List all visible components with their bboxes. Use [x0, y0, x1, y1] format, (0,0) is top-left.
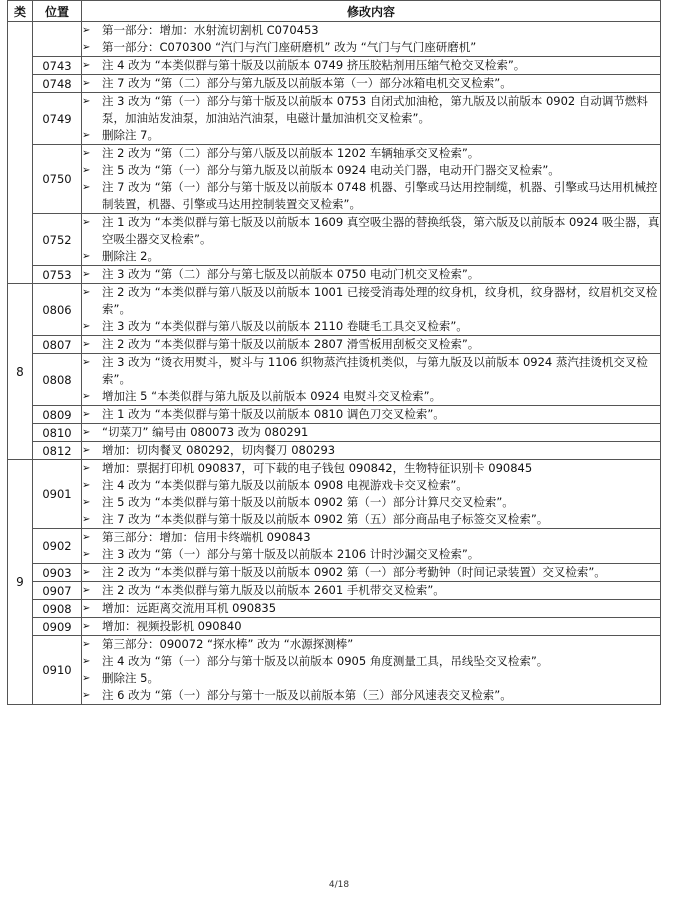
item-text: 注 3 改为 “本类似群与第八版及以前版本 2110 卷睫毛工具交叉检索”。 — [102, 319, 468, 333]
item-text: 注 3 改为 “第（一）部分与第十版及以前版本 2106 计时沙漏交叉检索”。 — [102, 547, 480, 561]
list-item — [82, 266, 660, 283]
content-cell — [82, 582, 661, 600]
page-number: 4/18 — [328, 880, 350, 890]
table-row — [8, 460, 661, 529]
arrow-bullet-icon: ➢ — [82, 639, 91, 650]
item-text: 注 3 改为 “第（一）部分与第十版及以前版本 0753 自闭式加油枪，第九版及以前版本 0902 自动调节燃料泵，加油站发油泵，加油站汽油泵，电磁计量加油机交叉检索”。 — [102, 94, 648, 125]
item-text: 注 2 改为 “本类似群与第九版及以前版本 2601 手机带交叉检索”。 — [102, 583, 445, 597]
arrow-bullet-icon: ➢ — [82, 42, 91, 53]
item-text: 注 2 改为 “本类似群与第十版及以前版本 2807 滑雪板用刮板交叉检索”。 — [102, 337, 480, 351]
position-cell: 0812 — [33, 442, 82, 460]
content-cell — [82, 93, 661, 145]
class-number-cell: 8 — [8, 284, 33, 460]
table-row — [8, 93, 661, 145]
arrow-bullet-icon: ➢ — [82, 182, 91, 193]
position-cell: 0807 — [33, 336, 82, 354]
list-item — [82, 582, 660, 599]
arrow-bullet-icon: ➢ — [82, 321, 91, 332]
list-item — [82, 145, 660, 162]
item-text: 注 7 改为 “第（一）部分与第十版及以前版本 0748 机器、引擎或马达用控制缆，机器、引擎或马达用机械控制装置，机器、引擎或马达用控制装置交叉检索”。 — [102, 180, 658, 211]
list-item — [82, 670, 660, 687]
arrow-bullet-icon: ➢ — [82, 217, 91, 228]
item-text: 注 5 改为 “本类似群与第十版及以前版本 0902 第（一）部分计算尺交叉检索”。 — [102, 495, 514, 509]
item-text: 注 3 改为 “烫衣用熨斗，熨斗与 1106 织物蒸汽挂烫机类似，与第九版及以前版本 0924 蒸汽挂烫机交叉检索”。 — [102, 355, 648, 386]
arrow-bullet-icon: ➢ — [82, 621, 91, 632]
content-cell — [82, 266, 661, 284]
list-item — [82, 127, 660, 144]
arrow-bullet-icon: ➢ — [82, 480, 91, 491]
position-cell: 0809 — [33, 406, 82, 424]
list-item — [82, 214, 660, 248]
list-item — [82, 75, 660, 92]
position-cell — [33, 22, 82, 57]
content-cell — [82, 460, 661, 529]
table-row — [8, 636, 661, 705]
position-cell: 0910 — [33, 636, 82, 705]
list-item — [82, 179, 660, 213]
table-row — [8, 582, 661, 600]
arrow-bullet-icon: ➢ — [82, 60, 91, 71]
table-row — [8, 22, 661, 57]
position-cell: 0902 — [33, 529, 82, 564]
item-text: 增加：切肉餐叉 080292，切肉餐刀 080293 — [102, 443, 336, 457]
table-row — [8, 618, 661, 636]
content-cell — [82, 424, 661, 442]
list-item — [82, 57, 660, 74]
list-item — [82, 687, 660, 704]
content-cell — [82, 600, 661, 618]
position-cell: 0808 — [33, 354, 82, 406]
arrow-bullet-icon: ➢ — [82, 532, 91, 543]
item-text: 注 1 改为 “本类似群与第十版及以前版本 0810 调色刀交叉检索”。 — [102, 407, 445, 421]
table-row — [8, 145, 661, 214]
list-item — [82, 162, 660, 179]
item-text: 增加：视频投影机 090840 — [102, 619, 242, 633]
content-cell — [82, 442, 661, 460]
list-item — [82, 93, 660, 127]
table-row — [8, 336, 661, 354]
list-item — [82, 406, 660, 423]
modification-table — [7, 0, 661, 705]
item-text: 增加：远距离交流用耳机 090835 — [102, 601, 277, 615]
arrow-bullet-icon: ➢ — [82, 656, 91, 667]
arrow-bullet-icon: ➢ — [82, 269, 91, 280]
list-item — [82, 318, 660, 335]
list-item — [82, 248, 660, 265]
arrow-bullet-icon: ➢ — [82, 690, 91, 701]
table-body — [8, 22, 661, 705]
position-cell: 0752 — [33, 214, 82, 266]
content-cell — [82, 618, 661, 636]
content-cell — [82, 75, 661, 93]
position-cell: 0909 — [33, 618, 82, 636]
table-row — [8, 406, 661, 424]
list-item — [82, 636, 660, 653]
list-item — [82, 354, 660, 388]
item-text: 注 6 改为 “第（一）部分与第十一版及以前版本第（三）部分风速表交叉检索”。 — [102, 688, 512, 702]
table-row — [8, 284, 661, 336]
arrow-bullet-icon: ➢ — [82, 130, 91, 141]
position-cell: 0750 — [33, 145, 82, 214]
item-text: 第三部分：090072 “探水棒” 改为 “水源探测棒” — [102, 637, 354, 651]
list-item — [82, 388, 660, 405]
list-item — [82, 39, 660, 56]
table-row — [8, 424, 661, 442]
list-item — [82, 546, 660, 563]
list-item — [82, 477, 660, 494]
table-row — [8, 57, 661, 75]
arrow-bullet-icon: ➢ — [82, 567, 91, 578]
item-text: 注 3 改为 “第（二）部分与第七版及以前版本 0750 电动门机交叉检索”。 — [102, 267, 480, 281]
arrow-bullet-icon: ➢ — [82, 549, 91, 560]
arrow-bullet-icon: ➢ — [82, 673, 91, 684]
item-text: 第一部分：增加：水射流切割机 C070453 — [102, 23, 319, 37]
arrow-bullet-icon: ➢ — [82, 603, 91, 614]
table-header-row — [8, 1, 661, 22]
arrow-bullet-icon: ➢ — [82, 585, 91, 596]
list-item — [82, 511, 660, 528]
item-text: 删除注 2。 — [102, 249, 159, 263]
list-item — [82, 22, 660, 39]
content-cell — [82, 564, 661, 582]
item-text: 增加：票据打印机 090837，可下载的电子钱包 090842，生物特征识别卡 090845 — [102, 461, 533, 475]
content-cell — [82, 57, 661, 75]
position-cell: 0806 — [33, 284, 82, 336]
item-text: 注 7 改为 “本类似群与第十版及以前版本 0902 第（五）部分商品电子标签交叉检索”。 — [102, 512, 549, 526]
content-cell — [82, 214, 661, 266]
item-text: 注 2 改为 “本类似群与第十版及以前版本 0902 第（一）部分考勤钟（时间记录装置）交叉检索”。 — [102, 565, 606, 579]
position-cell: 0903 — [33, 564, 82, 582]
list-item — [82, 460, 660, 477]
header-class: 类 — [8, 1, 33, 22]
arrow-bullet-icon: ➢ — [82, 445, 91, 456]
content-cell — [82, 336, 661, 354]
content-cell — [82, 145, 661, 214]
item-text: 注 5 改为 “第（一）部分与第九版及以前版本 0924 电动关门器，电动开门器交叉检索”。 — [102, 163, 560, 177]
item-text: 注 2 改为 “第（二）部分与第八版及以前版本 1202 车辆轴承交叉检索”。 — [102, 146, 480, 160]
item-text: 注 4 改为 “第（一）部分与第十版及以前版本 0905 角度测量工具，吊线坠交叉检索”。 — [102, 654, 549, 668]
arrow-bullet-icon: ➢ — [82, 339, 91, 350]
list-item — [82, 600, 660, 617]
arrow-bullet-icon: ➢ — [82, 497, 91, 508]
arrow-bullet-icon: ➢ — [82, 96, 91, 107]
list-item — [82, 618, 660, 635]
class-number-cell: 9 — [8, 460, 33, 705]
arrow-bullet-icon: ➢ — [82, 514, 91, 525]
arrow-bullet-icon: ➢ — [82, 251, 91, 262]
arrow-bullet-icon: ➢ — [82, 25, 91, 36]
position-cell: 0810 — [33, 424, 82, 442]
arrow-bullet-icon: ➢ — [82, 463, 91, 474]
table-row — [8, 266, 661, 284]
item-text: 注 7 改为 “第（二）部分与第九版及以前版本第（一）部分冰箱电机交叉检索”。 — [102, 76, 512, 90]
item-text: 第一部分：C070300 “汽门与汽门座研磨机” 改为 “气门与气门座研磨机” — [102, 40, 477, 54]
content-cell — [82, 22, 661, 57]
item-text: 删除注 7。 — [102, 128, 159, 142]
content-cell — [82, 354, 661, 406]
item-text: 注 1 改为 “本类似群与第七版及以前版本 1609 真空吸尘器的替换纸袋，第六版及以前版本 0924 吸尘器，真空吸尘器交叉检索”。 — [102, 215, 660, 246]
arrow-bullet-icon: ➢ — [82, 391, 91, 402]
table-row — [8, 442, 661, 460]
table-row — [8, 354, 661, 406]
list-item — [82, 564, 660, 581]
table-row — [8, 214, 661, 266]
position-cell: 0907 — [33, 582, 82, 600]
item-text: 第三部分：增加：信用卡终端机 090843 — [102, 530, 311, 544]
arrow-bullet-icon: ➢ — [82, 148, 91, 159]
table-row — [8, 564, 661, 582]
list-item — [82, 336, 660, 353]
content-cell — [82, 284, 661, 336]
item-text: 注 4 改为 “本类似群与第十版及以前版本 0749 挤压胶粘剂用压缩气枪交叉检索”。 — [102, 58, 526, 72]
table-row — [8, 75, 661, 93]
table-row — [8, 529, 661, 564]
arrow-bullet-icon: ➢ — [82, 357, 91, 368]
header-content: 修改内容 — [82, 1, 661, 22]
list-item — [82, 284, 660, 318]
position-cell: 0901 — [33, 460, 82, 529]
arrow-bullet-icon: ➢ — [82, 409, 91, 420]
list-item — [82, 529, 660, 546]
list-item — [82, 494, 660, 511]
position-cell: 0748 — [33, 75, 82, 93]
position-cell: 0743 — [33, 57, 82, 75]
content-cell — [82, 636, 661, 705]
class-number-cell — [8, 22, 33, 284]
position-cell: 0749 — [33, 93, 82, 145]
list-item — [82, 424, 660, 441]
item-text: “切菜刀” 编号由 080073 改为 080291 — [102, 425, 309, 439]
table-row — [8, 600, 661, 618]
list-item — [82, 442, 660, 459]
position-cell: 0753 — [33, 266, 82, 284]
item-text: 注 2 改为 “本类似群与第八版及以前版本 1001 已接受消毒处理的纹身机，纹身机，纹身器材，纹眉机交叉检索”。 — [102, 285, 658, 316]
content-cell — [82, 406, 661, 424]
header-position: 位置 — [33, 1, 82, 22]
arrow-bullet-icon: ➢ — [82, 165, 91, 176]
content-cell — [82, 529, 661, 564]
list-item — [82, 653, 660, 670]
item-text: 增加注 5 “本类似群与第九版及以前版本 0924 电熨斗交叉检索”。 — [102, 389, 442, 403]
item-text: 注 4 改为 “本类似群与第九版及以前版本 0908 电视游戏卡交叉检索”。 — [102, 478, 468, 492]
item-text: 删除注 5。 — [102, 671, 159, 685]
arrow-bullet-icon: ➢ — [82, 287, 91, 298]
position-cell: 0908 — [33, 600, 82, 618]
arrow-bullet-icon: ➢ — [82, 427, 91, 438]
arrow-bullet-icon: ➢ — [82, 78, 91, 89]
